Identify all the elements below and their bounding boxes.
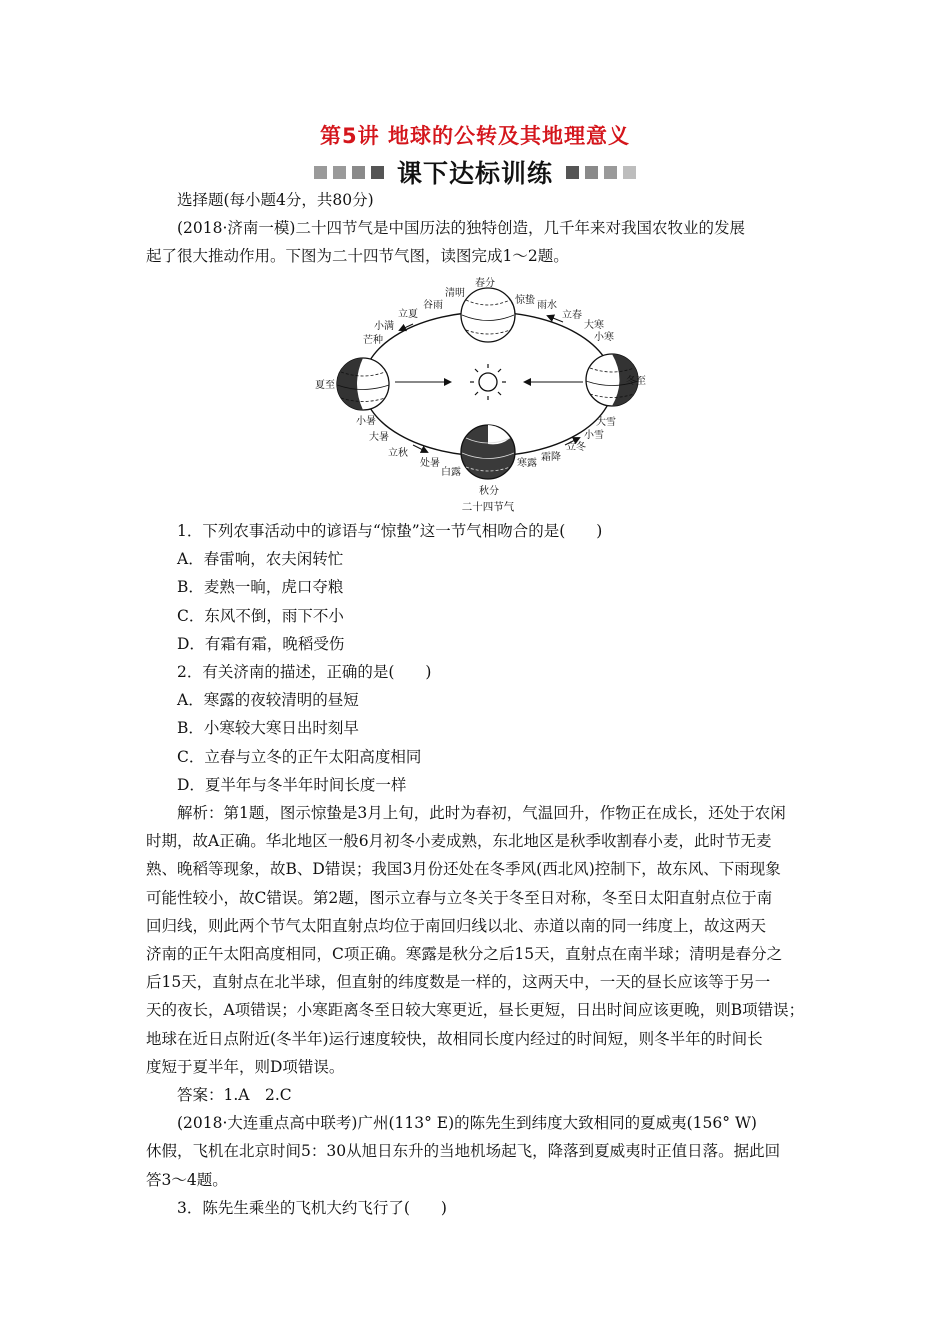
term-label: 立冬 [566,442,586,453]
q1-option: D．有霜有霜，晚稻受伤 [177,634,345,653]
banner-square [371,166,384,179]
banner-square [352,166,365,179]
term-label: 夏至 [315,380,335,391]
page-title: 第5讲 地球的公转及其地理意义 [320,124,630,148]
analysis-line: 后15天，直射点在北半球，但直射的纬度数是一样的，这两天中，一天的昼长应该等于另一 [146,973,771,992]
term-label: 秋分 [479,486,499,497]
term-label: 白露 [441,467,461,478]
term-label: 立春 [562,310,582,321]
q1-option: B．麦熟一晌，虎口夺粮 [177,578,344,597]
intro-block [146,186,810,271]
term-label: 清明 [445,288,465,299]
q3-stem: 3．陈先生乘坐的飞机大约飞行了( ) [177,1198,447,1217]
earth-summer-solstice [337,358,389,410]
banner-square [314,166,327,179]
analysis-line: 地球在近日点附近(冬半年)运行速度较快，故相同长度内经过的时间短，则冬半年的时间长 [146,1029,763,1048]
term-label: 雨水 [537,300,557,311]
term-label: 立秋 [388,448,408,459]
banner-square [623,166,636,179]
term-label: 霜降 [541,452,561,463]
term-label: 小暑 [356,416,376,427]
banner-square [566,166,579,179]
intro2-line: (2018·大连重点高中联考)广州(113° E)的陈先生到纬度大致相同的夏威夷(156° W) [177,1114,757,1133]
term-label: 立夏 [398,309,418,320]
analysis-line: 时期，故A正确。华北地区一般6月初冬小麦成熟，东北地区是秋季收割春小麦，此时节无麦 [146,832,772,851]
term-label: 谷雨 [423,300,443,311]
q1-stem: 1．下列农事活动中的谚语与“惊蛰”这一节气相吻合的是( ) [177,522,603,540]
intro1-line-1: (2018·济南一模)二十四节气是中国历法的独特创造，几千年来对我国农牧业的发展 [177,219,745,238]
banner-square [333,166,346,179]
term-label: 惊蛰 [515,295,535,306]
banner-square [585,166,598,179]
q2-option: A．寒露的夜较清明的昼短 [177,691,359,710]
analysis-line: 可能性较小，故C错误。第2题，图示立春与立冬关于冬至日对称，冬至日太阳直射点位于南 [146,888,773,907]
solar-terms-figure [305,272,655,514]
term-label: 小寒 [594,332,614,343]
term-label: 大暑 [369,432,389,443]
term-label: 大寒 [584,320,604,331]
analysis-line: 天的夜长，A项错误；小寒距离冬至日较大寒更近，昼长更短，日出时间应该更晚，则B项错误； [146,1001,805,1020]
earth-spring-equinox [461,288,515,342]
sun-icon [470,364,506,400]
questions-block [146,517,810,1222]
analysis-line: 解析：第1题，图示惊蛰是3月上旬，此时为春初，气温回升，作物正在成长，还处于农闲 [177,804,786,823]
figure-caption: 二十四节气 [461,501,515,513]
q1-option: A．春雷响，农夫闲转忙 [177,550,344,569]
intro2-line: 休假，飞机在北京时间5：30从旭日东升的当地机场起飞，降落到夏威夷时正值日落。据此回 [146,1142,781,1161]
banner-square [604,166,617,179]
term-label: 春分 [475,278,495,289]
earth-autumn-equinox [461,425,515,479]
intro2-line: 答3～4题。 [146,1170,228,1189]
q2-stem: 2．有关济南的描述，正确的是( ) [177,663,432,682]
term-label: 寒露 [517,458,537,469]
intro1-line-2: 起了很大推动作用。下图为二十四节气图，读图完成1～2题。 [146,247,569,266]
solar-terms-diagram [305,272,655,514]
q2-option: B．小寒较大寒日出时刻早 [177,719,359,738]
term-label: 小满 [374,321,394,332]
term-label: 处暑 [420,458,440,469]
term-label: 大雪 [596,417,616,428]
term-label: 小雪 [584,430,604,441]
term-label: 冬至 [626,376,646,387]
analysis-line: 济南的正午太阳高度相同，C项正确。寒露是秋分之后15天，直射点在南半球；清明是春分之 [146,945,783,964]
answer-line: 答案：1.A 2.C [177,1086,292,1105]
term-label: 芒种 [363,335,383,346]
banner-title: 课下达标训练 [396,159,553,188]
q1-option: C．东风不倒，雨下不小 [177,606,344,625]
analysis-line: 熟、晚稻等现象，故B、D错误；我国3月份还处在冬季风(西北风)控制下，故东风、下雨现象 [146,860,781,879]
analysis-line: 度短于夏半年，则D项错误。 [146,1057,345,1076]
q2-option: D．夏半年与冬半年时间长度一样 [177,775,407,794]
q2-option: C．立春与立冬的正午太阳高度相同 [177,747,422,766]
analysis-line: 回归线，则此两个节气太阳直射点均位于南回归线以北、赤道以南的同一纬度上，故这两天 [146,916,767,935]
section-header: 选择题(每小题4分，共80分) [177,191,374,209]
section-banner [0,156,950,188]
